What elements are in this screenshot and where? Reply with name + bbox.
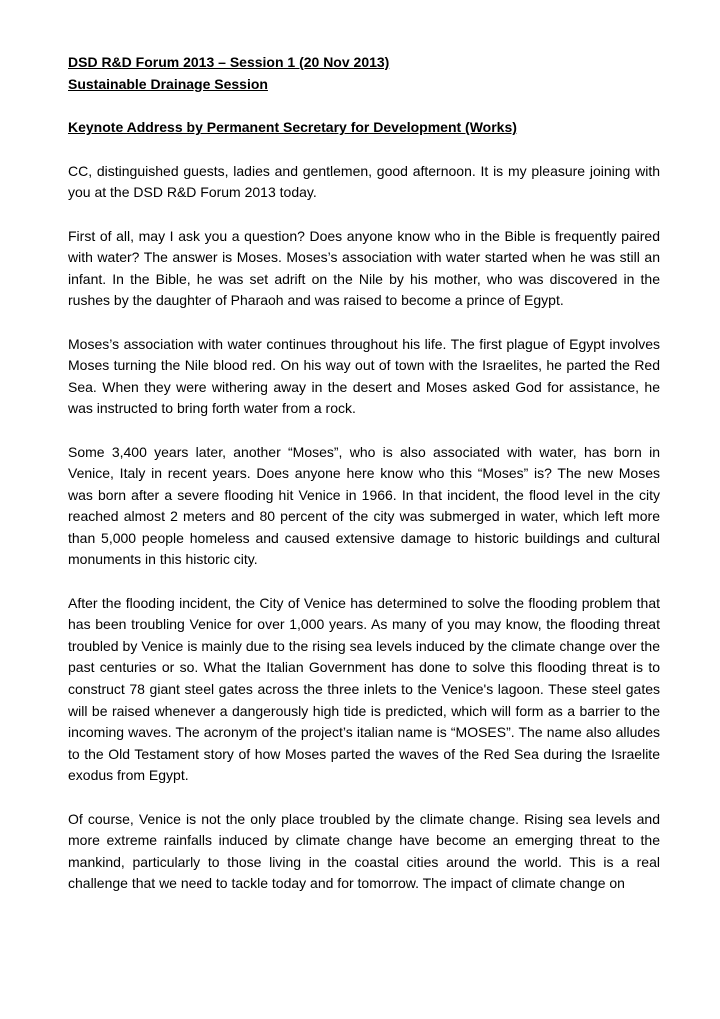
session-title: Sustainable Drainage Session	[68, 75, 268, 92]
paragraph-venice-flood: Some 3,400 years later, another “Moses”, who is also associated with water, has born in Venice, Italy in recent years. Does anyone here know who this “Moses” is? The new Moses was born after a severe flooding hit Venice in 1966. In that incident, the flood level in the city reached almost 2 meters and 80 percent of the city was submerged in water, which left more than 5,000 people homeless and caused extensive damage to historic buildings and cultural monuments in this historic city.	[68, 443, 660, 568]
document-page	[68, 52, 660, 917]
paragraph-moses-project: After the flooding incident, the City of Venice has determined to solve the flooding problem that has been troubling Venice for over 1,000 years. As many of you may know, the flooding threat troubled by Venice is mainly due to the rising sea levels induced by the climate change over the past centuries or so. What the Italian Government has done to solve this flooding threat is to construct 78 giant steel gates across the three inlets to the Venice's lagoon. These steel gates will be raised whenever a dangerously high tide is predicted, which will form as a barrier to the incoming waves. The acronym of the project’s italian name is “MOSES”. The name also alludes to the Old Testament story of how Moses parted the waves of the Red Sea during the Israelite exodus from Egypt.	[68, 594, 660, 784]
spacer	[68, 139, 660, 161]
paragraph-climate-change: Of course, Venice is not the only place troubled by the climate change. Rising sea levels and more extreme rainfalls induced by climate change have become an emerging threat to the mankind, particularly to those living in the coastal cities around the world. This is a real challenge that we need to tackle today and for tomorrow. The impact of climate change on	[68, 810, 660, 892]
keynote-title: Keynote Address by Permanent Secretary for Development (Works)	[68, 119, 517, 136]
paragraph-question: First of all, may I ask you a question? Does anyone know who in the Bible is frequently paired with water? The answer is Moses. Moses’s association with water started when he was still an infant. In the Bible, he was set adrift on the Nile by his mother, who was discovered in the rushes by the daughter of Pharaoh and was raised to become a prince of Egypt.	[68, 227, 660, 309]
paragraph-greeting: CC, distinguished guests, ladies and gentlemen, good afternoon. It is my pleasure joining with you at the DSD R&D Forum 2013 today.	[68, 162, 660, 201]
spacer	[68, 95, 660, 117]
forum-title: DSD R&D Forum 2013 – Session 1 (20 Nov 2013)	[68, 54, 390, 70]
paragraph-moses-water: Moses’s association with water continues throughout his life. The first plague of Egypt involves Moses turning the Nile blood red. On his way out of town with the Israelites, he parted the Red Sea. When they were withering away in the desert and Moses asked God for assistance, he was instructed to bring forth water from a rock.	[68, 335, 660, 417]
